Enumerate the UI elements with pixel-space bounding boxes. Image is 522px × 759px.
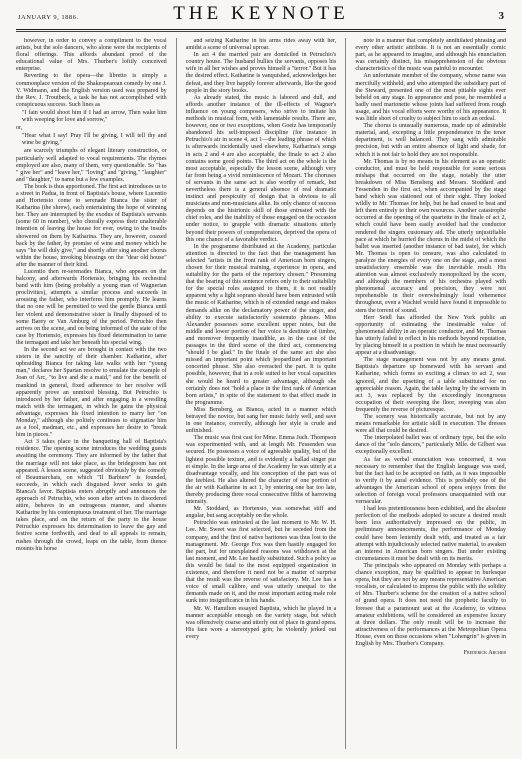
column-divider — [345, 38, 346, 749]
header-rule-thin — [16, 31, 506, 32]
paragraph: The music was first cast for Mme. Emma Juch. Thompson was experimented with, and at length Mr. Fessenden was secured. He possesses a voice of agreeable quality, but of the lightest possible texture, and is evidently a ballad singer pur et simple. In the large area of the Academy he was utterly at a disadvantage vocally, and his conception of the part was of the feeblest. He also altered the character of one portion of the air with Katharine in act 1, by entering one bar too late, thereby producing three vocal consecutive fifths of harrowing intensity. — [185, 435, 337, 506]
article-columns — [16, 38, 506, 749]
paragraph: The stage management was not by any means great. Baptista's departure up homeward with his servant and Katharine, which forms so exciting a climax to act 2, was ignored, and the upsetting of a table substituted for no appreciable reason. Again, the table laying by the servants in act 3, was replaced by the exceedingly incongruous occupation of their sweeping the floor, sweeping was also frequently the reverse of picturesque. — [355, 357, 507, 413]
paragraph: I had less pretentiousness been exhibited, and the absolute perfection of the methods adopted to secure a desired result been less authoritatively impressed on the public, in preliminary announcements, the performance of Monday could have been leniently dealt with, and treated as a fair attempt with injudiciously selected native material, to awaken an interest in American born singers. But under existing circumstances it must be dealt with on its merits. — [355, 506, 507, 562]
paragraph: In the programme distributed at the Academy, particular attention is directed to the fact that the management has selected "artists in the front rank of American born singers, chosen for their musical training, experience in opera, and suitability for the parts of the repertory chosen." Presuming that the bearing of this sentence refers only to their suitability for the special roles assigned to them, it is not readily apparent why a light soprano should have been entrusted with the music of Katharine, which is of extended range and makes demands alike on the declamatory power of the singer, and ability to execute satisfactorily sostenuto phrases. Miss Alexander possesses some excellent upper notes, but the middle and lower portion of her voice is destitute of timbre, and moreover frequently inaudible, as in the case of the passages in the third scene of the third act, commencing "should I be glad." In the finale of the same act she also missed an important point which jeopardized an important concerted phrase. She also overacted the part. It is quite possible, however, that in a role suited to her vocal capacities she would be heard to greater advantage, although she certainly does not "hold a place in the first rank of American born artists," in spite of the statement to that effect made in the programme. — [185, 243, 337, 406]
paragraph: Act 3 takes place in the banqueting hall of Baptista's residence. The opening scene introduces the wedding guests awaiting the ceremony. They are informed by the father that the marriage will not take place, as the bridegroom has not appeared. A lesson scene, suggested obviously by the comedy of Beaumarchais, on which "Il Barbiere" is founded, succeeds, in which each disguised lover seeks to gain Bianca's favor. Baptista enters abruptly and announces the approach of Petruchio, who soon after arrives in disordered attire, behaves in an outrageous manner, and shames Katharine by his contemptuous treatment of her. The marriage takes place, and on the return of the party to the house Petruchio expresses his determination to leave the gay and festive scene forthwith, and deaf to all appeals to remain, rushes through the crowd, leaps on the table, from thence mounts his horse — [16, 439, 167, 552]
paragraph: Herr Seidl has afforded the New York public an opportunity of estimating the inestimable value of phenomenal ability in an operatic conductor, and Mr. Thomas has utterly failed to reflect in his methods beyond reputation, by placing himself in a position in which he must necessarily appear at a disadvantage. — [355, 314, 507, 357]
paragraph: "I fain would shoot him if I had an arrow, Then wake him with weeping for love and sorrow," — [22, 109, 167, 124]
paragraph: however, in order to convey a compliment to the vocal artists, but the solo dancers, who alone were the recipients of floral offerings. This affords abundant proof of the educational value of Mrs. Thurber's loftily conceived enterprise. — [16, 38, 167, 73]
column-3 — [355, 38, 506, 749]
column-1 — [16, 38, 167, 749]
paragraph: "Hear what I say! Pray I'll be giving, I will tell thy and wine be giving," — [22, 133, 167, 147]
paragraph: Mr. W. Hamilton essayed Baptista, which he played in a manner acceptable enough on the variety stage, but which was offensively coarse and utterly out of place in grand opera. His face wore a stereotyped grin; he violently jerked out every — [185, 605, 337, 640]
paragraph: or, — [16, 125, 23, 132]
paragraph: The scenery was historically accurate, but not by any means remarkable for artistic skill in execution. The dresses were all that could be desired. — [355, 413, 507, 435]
paragraph: Mr. Stoddard, as Hortensio, was somewhat stiff and angular, but sang acceptably on the whole. — [185, 506, 337, 520]
column-divider — [176, 38, 177, 749]
paragraph: Reverting to the opera—the libretto is simply a commonplace version of the Shakespearean comedy by one J. V. Widmann, and the English version used was prepared by the Rev. J. Troutbeck, a task he has not accomplished with conspicuous success. Such lines as — [16, 73, 167, 108]
paragraph: In the second act we are brought in contact with the two sisters in the sanctity of their chamber. Katharine, after upbraiding Bianca for taking late walks with her "young man," declares her Spartan resolve to emulate the example of Joan of Arc, "to live and die a maid," and for the benefit of mankind in general, fixed adherence to her resolve will apparently prove an unmixed blessing. But Petruchio is introduced by her father, and after engaging in a wrestling match with the termagant, in which he gains the physical advantage, expresses his fixed intention to marry her "on Monday," although she politely continues to stigmatize him as a fool, madman, etc., and expresses her desire to "break him in pieces." — [16, 347, 167, 439]
paragraph: As far as verbal enunciation was concerned, it was necessary to remember that the English language was used, but the fact had to be accepted on faith, as it was impossible to verify it by aural evidence. This is probably one of the advantages the American school of opera enjoys from the selection of foreign vocal professors unacquainted with our vernacular. — [355, 456, 507, 506]
paragraph: The principals who appeared on Monday with perhaps a chance exception, may be qualified to appear in burlesque opera, but they are not by any means representative American vocalists, or calculated to impress the public with the solidity of Mrs. Thurber's scheme for the creation of a native school of grand opera. It does not need the prophetic faculty to foresee that a paramount seat at the Academy, to witness amateur exhibitions, will be considered an expensive luxury at three dollars. The only result will be to increase the attractiveness of the performances at the Metropolitan Opera House, even on those occasions when "Lohengrin" is given in English by Mrs. Thurber's Company. — [355, 562, 507, 647]
paragraph: Petruchio was entrusted at the last moment to Mr. W. H. Lee. Mr. Sweet was first selected, but he seceded from the company, and the first of native baritones was thus lost to the management. Mr. George Fox was then hastily engaged for the part, but for unexplained reasons was withdrawn at the last moment, and Mr. Lee hastily substituted. Such a policy as this would be fatal to the most equipped organization in existence, and therefore it need not be a matter of surprise that the result was the reverse of satisfactory. Mr. Lee has a voice of small calibre, and was utterly unequal to the demands made on it, and the most important acting male role sunk into insignificance in his hands. — [185, 520, 337, 605]
issue-date: JANUARY 9, 1886. — [18, 14, 79, 21]
paragraph: An unfortunate member of the company, whose name was mercifully withheld, and who attempted the subsidiary part of the Steward, presented one of the most pitiable sights ever beheld on any stage. In appearance and pose, he resembled a badly used marionette whose joints had suffered from rough usage, and his vocal efforts were worthy of his appearance. It was little short of cruelty to subject him to such an ordeal. — [355, 73, 507, 123]
header-rule — [16, 29, 506, 30]
paragraph: and seizing Katharine in his arms rides away with her, amidst a scene of universal uproar. — [185, 38, 337, 52]
paragraph: The interpolated ballet was of ordinary type, but the solo dance of the "solo dancers," particularly Mlle. de Gilbert was exceptionally excellent. — [355, 435, 507, 456]
masthead-title: THE KEYNOTE — [173, 3, 349, 24]
paragraph: Mr. Thomas is by no means in his element as an operatic conductor, and must be held responsible for some serious mishaps that occurred on the stage, notably the utter breakdown of Miss Bensberg and Messrs. Stoddard and Fessenden in the first act, when accompanied by the stage band which was stationed out of their sight. They looked wildly to Mr. Thomas for help, but he had ceased to beat and left them entirely to their own resources. Another catastrophe occurred at the opening of the quartette in the finale of act 2, which could have been easily avoided had the conductor rendered the singers customary aid. The utterly unjustifiable pace at which he hurried the chorus in the midst of which the ballet was inserted (another instance of bad taste), for which Mr. Thomas is open to censure, was also calculated to paralyze the energies of every one on the stage, and a most unsatisfactory ensemble was the inevitable result. His attention was almost exclusively monopolized by the score, and although the members of his orchestra played with phenomenal accuracy and precision, they were not reprehensible in their overwhelmingly loud vehemence throughout, even a Wachtel would have found it impossible to stem the torrent of sound. — [355, 158, 507, 314]
column-2 — [186, 38, 337, 749]
paragraph: In act 4 the married pair are domiciled in Petruchio's country house. The husband bullies the servants, opposes his wife in all her wishes and proves himself a "terror." But it has the desired effect. Katharine is vanquished, acknowledges her defeat, and they live happily forever afterwards, like the good people in the story books. — [185, 52, 337, 94]
author-signature: Frederick Archer — [463, 649, 507, 657]
paragraph: Miss Bensberg, as Bianca, acted in a manner which betrayed the novice, but sang her music fairly well, and save in one instance, correctly, although her style is crude and unfinished. — [185, 406, 337, 435]
paragraph: As already stated, the music is labored and dull, and affords another instance of the ill-effects of Wagner's influence on young composers, who strive to imitate his methods in musical form, with lamentable results. There are, however, one or two exceptions, when Goetz has temporarily abandoned his self-imposed discipline (for instance in Petruchio's air in scene 4, act 1—the leading phrase of which is afterwards incidentally used elsewhere, Katharina's songs in acts 2 and 4 are also acceptable, the finale to act 2 also contains some good points. The third act on the whole is the most acceptable, especially the lesson scene, although very far from being a vivid reminiscence of Mozart. The choruses of servants in the same act is also worthy of remark, but nevertheless there is a general absence of real dramatic instinct and perspicuity of design that is obvious to all musicians and non-musicians alike. Its only chance of success depends on the histrionic skill of those entrusted with the chief roles, and the inability of those engaged on the occasion under notice, to grapple with dramatic situations utterly beyond their powers of comprehension, deprived the opera of this one chance of a favorable verdict. — [185, 94, 337, 243]
paragraph: are scarcely triumphs of elegant literary construction, or particularly well adapted to vocal requirements. The rhymes employed are also, many of them, very questionable. So "has " give her" and "leave her," "loving" and "giving," "laughter" and "daughter," to name but a few examples. — [16, 148, 167, 183]
page-header — [16, 0, 506, 40]
page-number: 3 — [498, 10, 504, 22]
paragraph: The chorus is unusually numerous, made up of admirable material, and, excepting a little preponderance in the tenor department, is well balanced. They sang with admirable precision, but with an entire absence of light and shade, for which it is not fair to hold they are not responsible. — [355, 123, 507, 158]
paragraph: note in a manner that completely annihilated phrasing and every other artistic attribute. It is not an essentially comic part, as he appeared to imagine, and although his enunciation was certainly distinct, his misapprehension of the obvious characteristics of the music was painful to encounter. — [355, 38, 507, 73]
paragraph: Lucentio then re-serenades Bianca, who appears on the balcony, and afterwards Hortensio, bringing his orchestral band with him (being probably a young man of Wagnerian proclivities), attempts a similar process and succeeds in arousing the father, who interferes him promptly. He learns that no one will be permitted to wed the gentle Bianca until her violent and demonstrative sister is finally disposed of to some Barey or Van Amburg of the period. Petruchio then arrives on the scene, and on being informed of the state of the case by Hortensio, expresses his fixed determination to tame the termagant and take her beneath his special wing. — [16, 269, 167, 346]
paragraph: The book is thus apportioned. The first act introduces us to a street in Padua, in front of Baptista's house, where Lucentio and Hortensio come to serenade Bianca the sister of Katharina (the shrew), each entertaining the hope of winning her. They are interrupted by the exodus of Baptista's servants (some 60 in number), who chorally express their unalterable intention of leaving the house for ever, owing to the insults showered on them by Katharina. They are, however, coaxed back by the father, by promise of wine and money which he says "he will duly give," and shortly after sing another chorus within the house, invoking blessings on the "dear old house" after the manner of their kind. — [16, 183, 167, 268]
